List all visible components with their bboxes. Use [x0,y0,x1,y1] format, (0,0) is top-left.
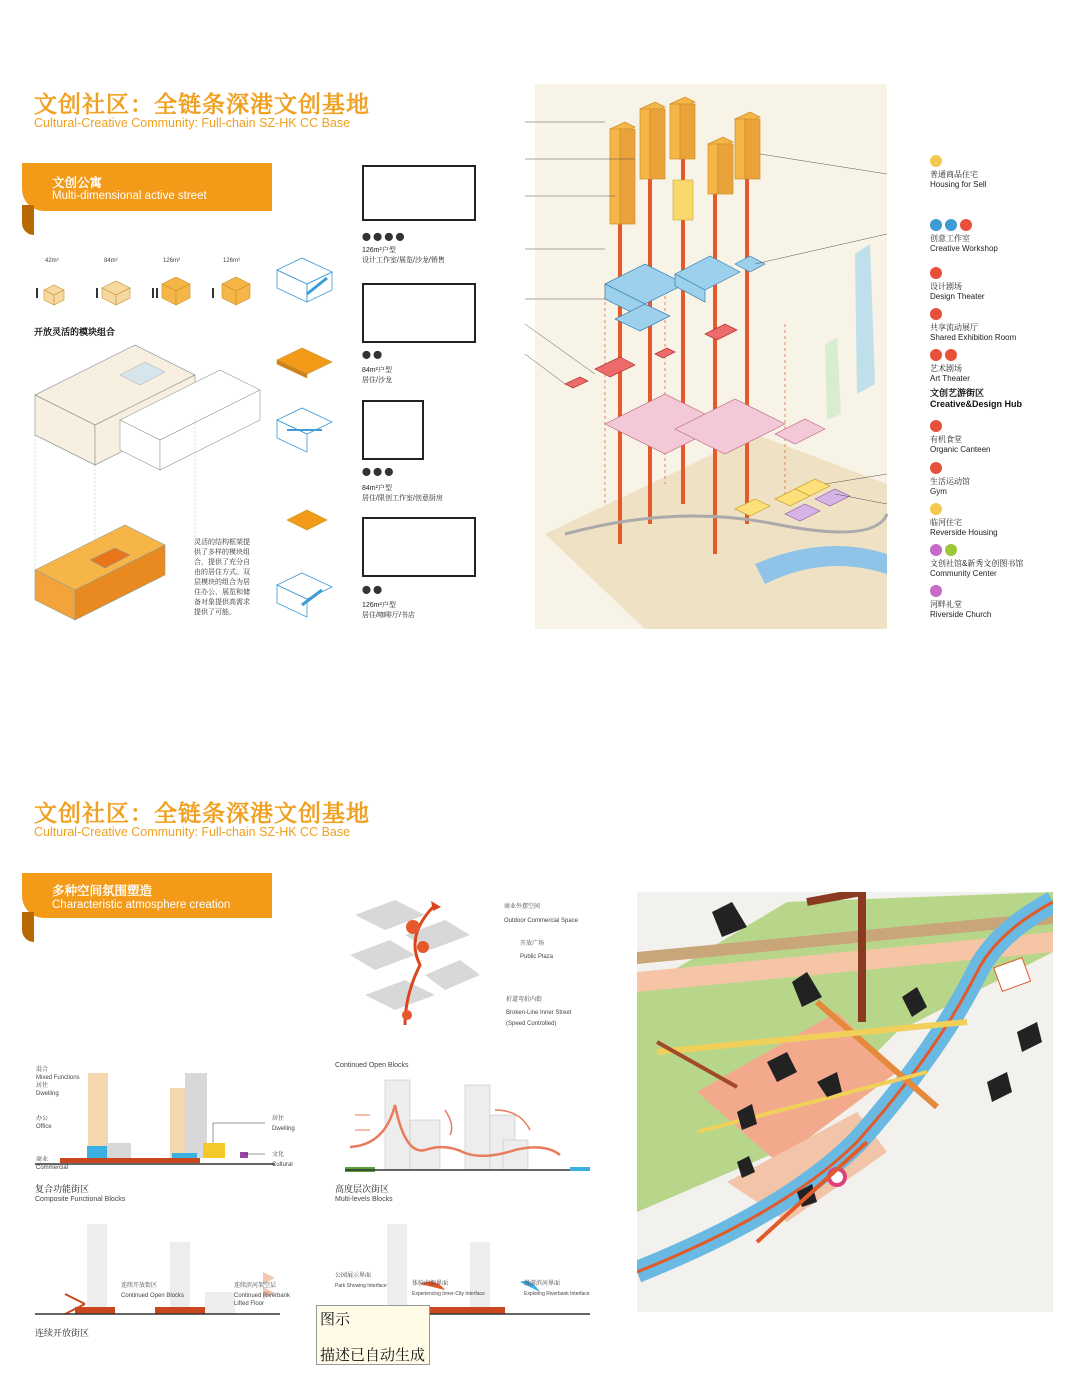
legend-3-cn: 设计剧场 [930,282,962,291]
unit-size-2: 84m² [104,258,118,264]
tooltip-title: 图示 [320,1311,351,1328]
legend-11-en: Riverside Church [930,610,992,619]
multilevel-top-label: Continued Open Blocks [335,1062,409,1069]
church-icon [930,585,942,597]
composite-label-commercial-cn: 商业 [36,1157,49,1163]
multilevel-title-en: Multi-levels Blocks [335,1196,393,1203]
bottom-banner [22,873,272,918]
top-subtitle: Cultural-Creative Community: Full-chain SZ-HK CC Base [34,116,351,130]
legend-creative-hub [930,388,1022,410]
floor-plan-3 [362,400,424,460]
top-banner-cn: 文创公寓 [52,176,103,190]
composite-label-right-dwelling-en: Dwelling [272,1126,295,1132]
legend-4-en: Shared Exhibition Room [930,333,1017,342]
composite-label-dwelling-en: Dwelling [36,1091,59,1097]
bottom-banner-fold [22,912,34,942]
theater-icon [930,267,942,279]
art-icon [930,349,942,361]
composite-label-cultural-cn: 文化 [272,1152,285,1158]
legend-riverside-housing [930,500,998,538]
legend-shared-exhibition [930,305,1016,343]
legend-gym [930,459,970,497]
composite-blocks-section [35,1068,275,1168]
share-icon [945,349,957,361]
plan-4-size: 126m²户型 [362,602,396,609]
workshop-icon-2 [945,219,957,231]
combo-description: 灵活的结构框架提供了多样的模块组合，提供了充分自由的居住方式。双层模块的组合为居住办公、展览和储备对象提供高需求提供了可能。 [194,539,250,616]
plan-2-icons: ⬤ ⬤ [362,350,383,359]
legend-11-cn: 河畔礼堂 [930,600,962,609]
image-caption-tooltip [316,1305,430,1365]
top-banner [22,163,272,211]
legend-riverside-church [930,582,991,620]
bottom-banner-en: Characteristic atmosphere creation [52,899,231,911]
floor-plan-1 [362,165,476,221]
composite-label-cultural-en: Cultural [272,1162,293,1168]
composite-label-right-dwelling-cn: 居住 [272,1116,285,1122]
site-plan-map [637,892,1053,1312]
unit-size-3: 126m² [163,258,181,264]
legend-community-center [930,541,1023,579]
library-icon [945,544,957,556]
riverside-house-icon [930,503,942,515]
continued-label-2-en: Continued Riverbank Lifted Floor [234,1293,291,1307]
workshop-icon [930,219,942,231]
unit-size-1: 42m² [45,258,59,264]
plan-4-icons: ⬤ ⬤ [362,585,383,594]
legend-9-cn: 临河住宅 [930,518,962,527]
legend-2-en: Creative Workshop [930,244,998,253]
bottom-title: 文创社区：全链条深港文创基地 [34,801,370,827]
legend-10-en: Community Center [930,569,997,578]
route-label-2-en: Public Plaza [520,954,554,960]
plan-3-use: 居住/限创工作室/创意厨房 [362,495,443,502]
legend-organic-canteen [930,417,990,455]
legend-6-cn: 文创艺游街区 [930,388,985,398]
legend-art-theater [930,346,970,384]
legend-8-en: Gym [930,487,947,496]
legend-2-cn: 创意工作室 [930,234,970,243]
legend-6-en: Creative&Design Hub [930,399,1023,409]
legend-9-en: Reverside Housing [930,528,998,537]
composite-label-office-cn: 办公 [36,1116,49,1122]
legend-3-en: Design Theater [930,292,985,301]
composite-label-mixed-en: Mixed Functions [36,1075,80,1081]
legend-8-cn: 生活运动馆 [930,477,970,486]
route-label-2-cn: 开放广场 [520,941,545,947]
legend-5-cn: 艺术剧场 [930,364,962,373]
legend-7-en: Organic Canteen [930,445,991,454]
legend-housing-for-sell [930,152,986,190]
legend-creative-workshop [930,216,998,254]
interface-label-1-cn: 公园展示界面 [335,1273,372,1279]
exhibition-icon [930,308,942,320]
community-share-icon [930,544,942,556]
route-label-1-en: Outdoor Commercial Space [504,918,579,924]
continued-label-1-en: Continued Open Blocks [121,1293,185,1299]
route-label-1-cn: 商业外摆空间 [504,904,541,910]
interface-label-2-en: Experiencing Inner-City Interface [412,1291,485,1297]
plan-2-size: 84m²户型 [362,367,392,374]
unit-cubes-graphic [30,270,260,310]
composite-label-commercial-en: Commercial [36,1165,69,1171]
continued-label-1-cn: 连续开放街区 [121,1283,158,1289]
legend-7-cn: 有机食堂 [930,435,962,444]
top-title: 文创社区：全链条深港文创基地 [34,92,370,118]
exploded-axonometric-site [525,84,890,629]
combo-heading: 开放灵活的模块组合 [34,327,116,337]
plan-1-use: 设计工作室/展览/沙龙/销售 [362,257,445,264]
route-label-3-cn: 折道弯折内街 [506,997,543,1003]
plan-1-icons: ⬤ ⬤ ⬤ ⬤ [362,232,405,241]
canteen-icon [930,420,942,432]
continued-title-cn: 连续开放街区 [35,1328,90,1338]
tooltip-text: 描述已自动生成 [320,1347,426,1364]
legend-1-en: Housing for Sell [930,180,987,189]
route-label-3-en: Broken-Line Inner Street [506,1010,572,1016]
top-banner-en: Multi-dimensional active street [52,190,207,202]
interface-label-2-cn: 体验内街界面 [412,1281,449,1287]
multilevel-blocks-section [345,1075,590,1175]
banner-fold [22,205,34,235]
bottom-subtitle: Cultural-Creative Community: Full-chain SZ-HK CC Base [34,825,351,839]
composite-title-en: Composite Functional Blocks [35,1196,126,1203]
legend-1-cn: 普通商品住宅 [930,170,978,179]
unit-size-4: 126m² [223,258,241,264]
legend-4-cn: 共享流动展厅 [930,323,978,332]
plan-2-use: 居住/沙龙 [362,377,392,384]
route-label-3-en2: (Speed Controlled) [506,1021,557,1027]
legend-design-theater [930,264,985,302]
legend-5-en: Art Theater [930,374,970,383]
composite-title-cn: 复合功能街区 [35,1184,90,1194]
composite-label-dwelling-cn: 居住 [36,1083,49,1089]
floor-plan-2 [362,283,476,343]
legend-10-cn: 文创社馆&新秀文创图书馆 [930,559,1024,568]
multilevel-title-cn: 高度层次街区 [335,1184,390,1194]
bottom-banner-cn: 多种空间氛围塑造 [52,884,153,898]
plan-3-size: 84m²户型 [362,485,392,492]
composite-label-mixed-cn: 混合 [36,1067,49,1073]
route-diagram [345,895,485,1040]
plan-1-size: 126m²户型 [362,247,396,254]
floor-plan-4 [362,517,476,577]
interface-label-3-cn: 漫游滨河界面 [524,1281,561,1287]
interface-label-1-en: Park Showing Interface [335,1283,387,1289]
iso-units-column [272,250,342,630]
house-icon [930,155,942,167]
workshop-icon-3 [960,219,972,231]
composite-label-office-en: Office [36,1124,52,1130]
interface-label-3-en: Exploring Riverbank Interface [524,1291,590,1297]
continued-label-2-cn: 连续滨河架空层 [234,1283,277,1289]
plan-3-icons: ⬤ ⬤ ⬤ [362,467,394,476]
plan-4-use: 居住/咖啡厅/书店 [362,612,415,619]
gym-icon [930,462,942,474]
